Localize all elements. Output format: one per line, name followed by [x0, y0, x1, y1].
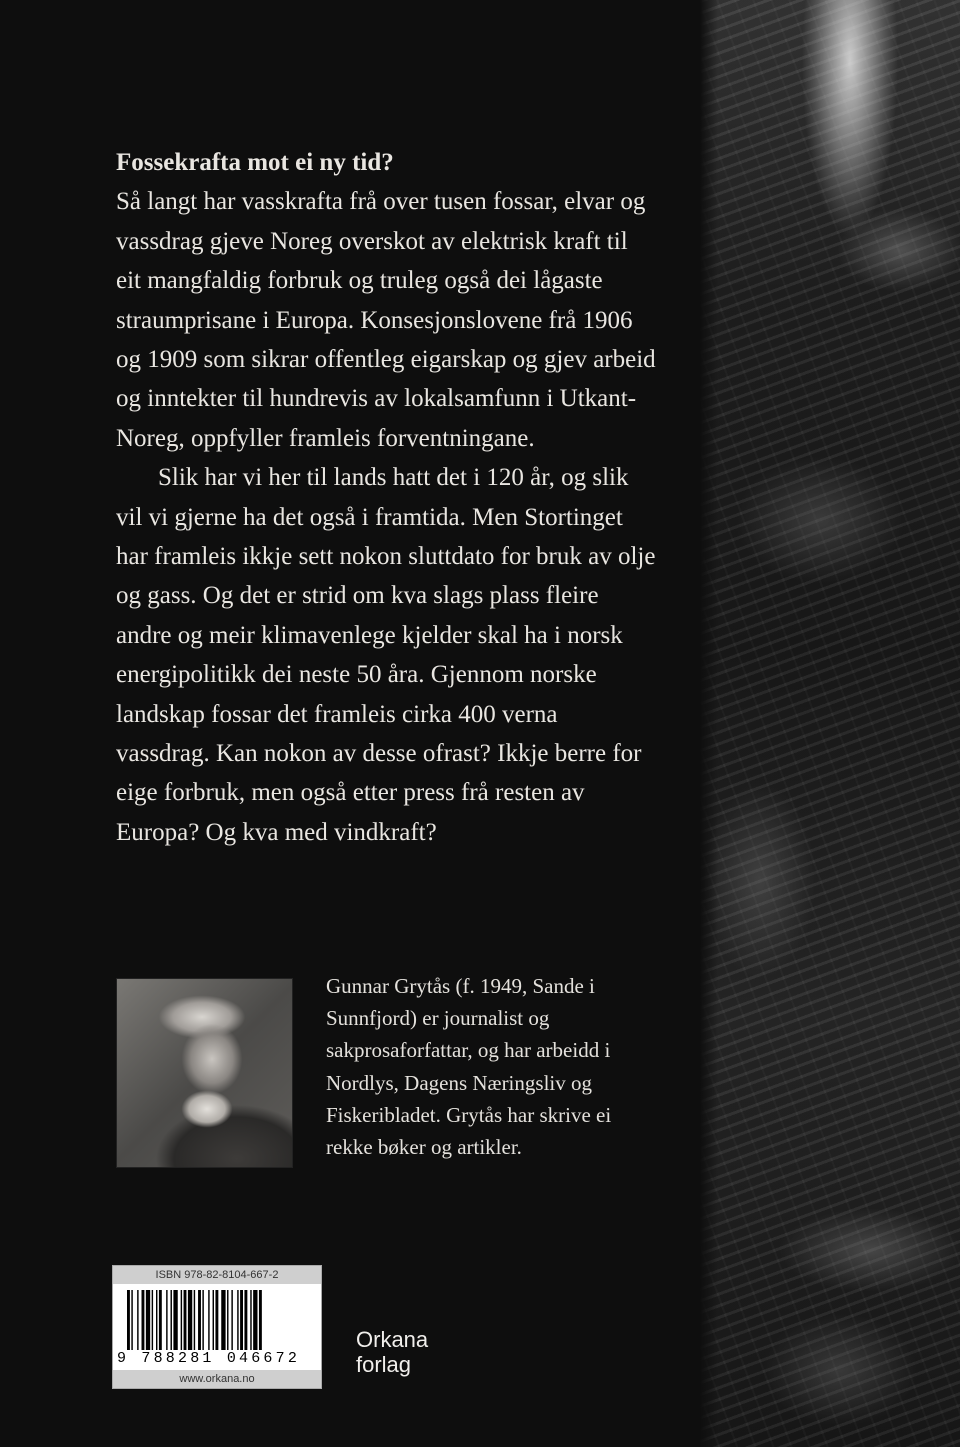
isbn-barcode — [112, 1265, 322, 1389]
blurb-heading: Fossekrafta mot ei ny tid? — [116, 149, 394, 176]
isbn-label: ISBN 978-82-8104-667-2 — [113, 1266, 321, 1284]
author-bio: Gunnar Grytås (f. 1949, Sande i Sunnfjord) er journalist og sakprosaforfattar, og har arbeidd i Nordlys, Dagens Næringsliv og Fiskeribladet. Grytås har skrive ei rekke bøker og artikler. — [326, 974, 612, 1160]
barcode-digits: 9 788281 046672 — [117, 1350, 301, 1367]
blurb-paragraph-2: Slik har vi her til lands hatt det i 120 år, og slik vil vi gjerne ha det også i framtida. Men Stortinget har framleis ikkje sett nokon sluttdato for bruk av olje og gass. Og det er strid om kva slags plass fleire andre og meir klimavenlege kjelder skal ha i norsk energipolitikk dei neste 50 åra. Gjennom norske landskap fossar det framleis cirka 400 verna vassdrag. Kan nokon av desse ofrast? Ikkje berre for eige forbruk, men også etter press frå resten av Europa? Og kva med vindkraft? — [116, 464, 656, 846]
publisher-name-line2: forlag — [356, 1352, 412, 1377]
blurb-paragraph-1: Så langt har vasskrafta frå over tusen fossar, elvar og vassdrag gjeve Noreg overskot av elektrisk kraft til eit mangfaldig forbruk og truleg også dei lågaste straumprisane i Europa. Konsesjonslovene frå 1906 og 1909 som sikrar offentleg eigarskap og gjev arbeid og inntekter til hundrevis av lokalsamfunn i Utkant-Noreg, oppfyller framleis forventningane. — [116, 188, 656, 452]
publisher-name-line1: Orkana — [356, 1327, 429, 1352]
publisher-logo — [356, 1327, 428, 1377]
blurb — [116, 143, 656, 852]
publisher-url: www.orkana.no — [113, 1370, 321, 1388]
waterfall-photo — [700, 0, 960, 1447]
barcode-bars — [127, 1290, 313, 1350]
author-photo — [116, 978, 293, 1168]
